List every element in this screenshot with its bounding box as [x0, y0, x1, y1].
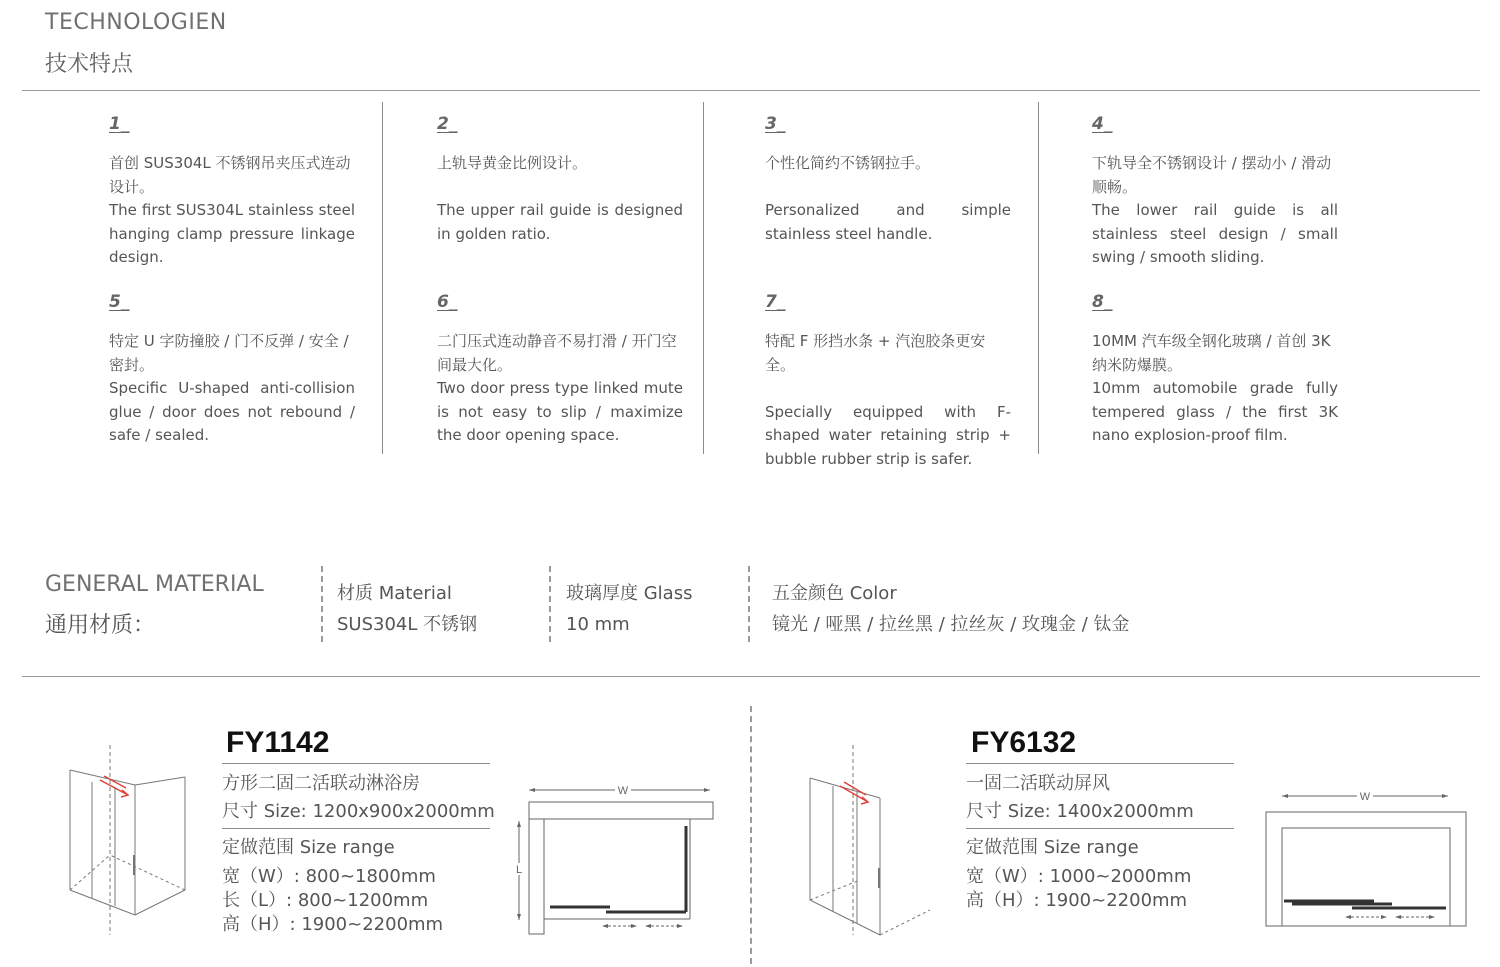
top-view-plan-diagram: [510, 778, 720, 938]
color-label: 五金颜色 Color: [772, 583, 897, 604]
feature-text-en: The lower rail guide is all stainless steel design / small swing / smooth sliding.: [1092, 201, 1338, 266]
material-title-zh: 通用材质：: [45, 613, 156, 638]
dim-label-w: W: [617, 785, 629, 797]
material-item: [337, 578, 477, 640]
product-size-underline: [966, 828, 1234, 829]
dim-label-l: L: [515, 864, 523, 876]
feature-text-zh: 二门压式连动静音不易打滑 / 开门空间最大化。: [437, 332, 677, 374]
feature-4: [1092, 114, 1338, 270]
glass-label: 玻璃厚度 Glass: [566, 583, 693, 604]
material-label: 材质 Material: [337, 583, 452, 604]
product-size-underline: [222, 828, 490, 829]
feature-text-en: 10mm automobile grade fully tempered glass / the first 3K nano explosion-proof film.: [1092, 379, 1338, 444]
feature-2: [437, 114, 683, 246]
color-item: [772, 578, 1130, 640]
feature-text-zh: 10MM 汽车级全钢化玻璃 / 首创 3K 纳米防爆膜。: [1092, 332, 1331, 374]
feature-text-zh: 特配 F 形挡水条 + 汽泡胶条更安全。: [765, 332, 986, 374]
material-title-en: GENERAL MATERIAL: [45, 572, 264, 597]
color-value: 镜光 / 哑黑 / 拉丝黑 / 拉丝灰 / 玫瑰金 / 钛金: [772, 614, 1130, 635]
feature-text-zh: 个性化简约不锈钢拉手。: [765, 154, 931, 172]
material-divider: [549, 566, 551, 642]
size-range-width: 宽（W）: 800~1800mm: [222, 866, 436, 887]
size-range-height: 高（H）: 1900~2200mm: [222, 914, 444, 935]
feature-7: [765, 292, 1011, 471]
material-divider: [748, 566, 750, 642]
product-size: 尺寸 Size: 1400x2000mm: [966, 801, 1194, 822]
product-title-underline: [966, 763, 1234, 764]
screen-3d-illustration: [800, 740, 910, 940]
feature-text-en: The first SUS304L stainless steel hanging clamp pressure linkage design.: [109, 201, 355, 266]
size-range-title: 定做范围 Size range: [222, 837, 395, 858]
divider-middle: [22, 676, 1480, 677]
product-model: FY1142: [226, 726, 330, 759]
feature-text-en: Specially equipped with F-shaped water retaining strip + bubble rubber strip is safer.: [765, 402, 1011, 468]
feature-number: 8_: [1092, 292, 1113, 312]
feature-text-zh: 上轨导黄金比例设计。: [437, 154, 588, 172]
divider-top: [22, 90, 1480, 91]
feature-3: [765, 114, 1011, 246]
material-value: SUS304L 不锈钢: [337, 614, 478, 635]
section-title-zh: 技术特点: [45, 52, 134, 77]
dim-label-w: W: [1359, 791, 1371, 803]
size-range-width: 宽（W）: 1000~2000mm: [966, 866, 1192, 887]
feature-number: 7_: [765, 292, 786, 312]
feature-text-zh: 特定 U 字防撞胶 / 门不反弹 / 安全 / 密封。: [109, 332, 349, 374]
product-divider: [750, 706, 752, 964]
feature-5: [109, 292, 355, 448]
feature-number: 1_: [109, 114, 130, 134]
section-title-en: TECHNOLOGIEN: [45, 10, 227, 35]
product-model: FY6132: [971, 726, 1077, 759]
feature-number: 4_: [1092, 114, 1113, 134]
shower-enclosure-3d-illustration: [60, 740, 200, 940]
feature-text-en: Personalized and simple stainless steel handle.: [765, 201, 1011, 243]
feature-text-zh: 下轨导全不锈钢设计 / 摆动小 / 滑动顺畅。: [1092, 154, 1332, 196]
product-desc: 方形二固二活联动淋浴房: [222, 773, 420, 794]
feature-number: 3_: [765, 114, 786, 134]
size-range-length: 长（L）: 800~1200mm: [222, 890, 429, 911]
product-size: 尺寸 Size: 1200x900x2000mm: [222, 801, 495, 822]
product-desc: 一固二活联动屏风: [966, 773, 1110, 794]
column-divider: [382, 102, 383, 454]
feature-text-zh: 首创 SUS304L 不锈钢吊夹压式连动设计。: [109, 154, 351, 196]
size-range-title: 定做范围 Size range: [966, 837, 1139, 858]
feature-1: [109, 114, 355, 270]
size-range-height: 高（H）: 1900~2200mm: [966, 890, 1188, 911]
feature-text-en: Specific U-shaped anti-collision glue / door does not rebound / safe / sealed.: [109, 379, 355, 444]
feature-number: 5_: [109, 292, 130, 312]
glass-item: [566, 578, 692, 640]
feature-text-en: Two door press type linked mute is not easy to slip / maximize the door opening space.: [437, 379, 683, 444]
glass-value: 10 mm: [566, 614, 630, 635]
feature-number: 2_: [437, 114, 458, 134]
material-divider: [321, 566, 323, 642]
product-title-underline: [222, 763, 490, 764]
feature-number: 6_: [437, 292, 458, 312]
feature-6: [437, 292, 683, 448]
column-divider: [1038, 102, 1039, 454]
front-view-plan-diagram: [1262, 784, 1472, 934]
column-divider: [703, 102, 704, 454]
feature-text-en: The upper rail guide is designed in golden ratio.: [437, 201, 683, 243]
feature-8: [1092, 292, 1338, 448]
